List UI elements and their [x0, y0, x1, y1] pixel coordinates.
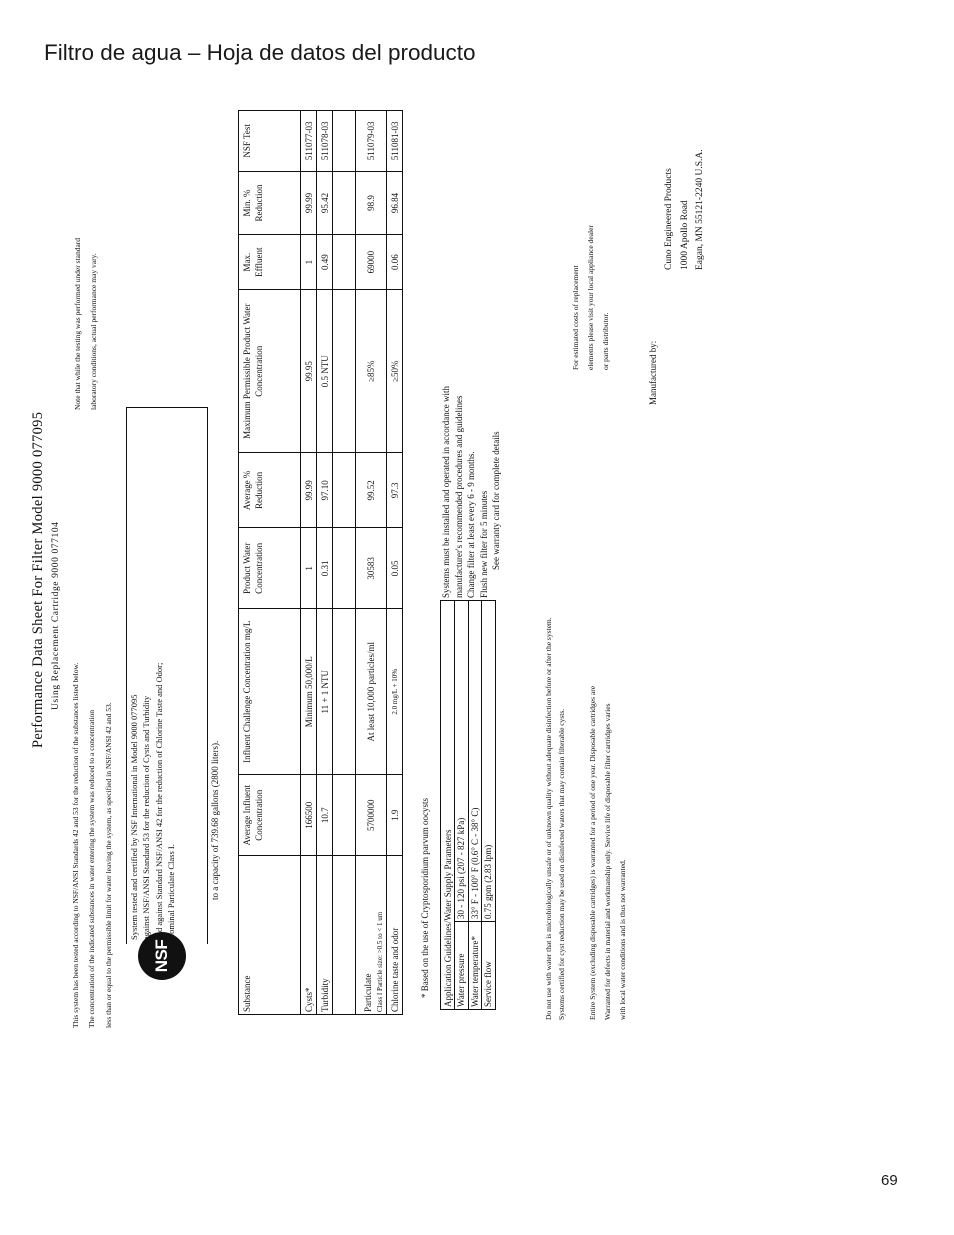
- warranty-line: with local water conditions and is thus not warranted.: [618, 859, 627, 1020]
- table-cell: 1: [301, 528, 317, 609]
- table-row: [387, 111, 403, 1015]
- table-cell: 99.99: [301, 453, 317, 528]
- table-cell: 95.42: [317, 171, 333, 235]
- footnote: * Based on the use of Cryptosporidium parvum oocysts: [420, 798, 430, 998]
- table-cell: 99.95: [301, 290, 317, 453]
- table-row: [356, 111, 387, 1015]
- intro-line: This system has been tested according to NSF/ANSI Standards 42 and 53 for the reduction of the substances listed below.: [71, 662, 80, 1028]
- header-influent-challenge: Influent Challenge Concentration mg/L: [239, 609, 301, 775]
- performance-table: [238, 110, 403, 1015]
- header-nsf-test: NSF Test: [239, 111, 301, 172]
- warranty-line: Warranted for defects in material and workmanship only. Service life of disposable filter cartridges varies: [603, 703, 612, 1020]
- manufacturer-label: Manufactured by:: [648, 340, 658, 405]
- manufacturer-line: 1000 Apollo Road: [679, 200, 690, 270]
- table-cell: 0.5 NTU: [317, 290, 333, 453]
- certification-line: System tested and certified by NSF International in Model 9000 077095: [129, 694, 139, 940]
- table-cell: Chlorine taste and odor: [387, 856, 403, 1015]
- cost-line: elements please visit your local appliance dealer: [586, 225, 595, 370]
- application-header: Application Guidelines/Water Supply Parameters: [441, 601, 455, 1010]
- table-cell: 0.49: [317, 235, 333, 290]
- header-max-effluent: Max. Effluent: [239, 235, 301, 290]
- capacity-text: to a capacity of 739.68 gallons (2800 liters).: [210, 740, 220, 900]
- sheet-subtitle: Using Replacement Cartridge 9000 077104: [51, 521, 61, 710]
- table-cell: 98.9: [356, 171, 387, 235]
- table-cell: 0.06: [387, 235, 403, 290]
- table-cell: At least 10,000 particles/ml: [356, 609, 387, 775]
- table-cell: 0.05: [387, 528, 403, 609]
- page-number: 69: [881, 1172, 898, 1189]
- header-substance: Substance: [239, 856, 301, 1015]
- table-cell: 30583: [356, 528, 387, 609]
- table-cell: 97.10: [317, 453, 333, 528]
- table-cell: 99.99: [301, 171, 317, 235]
- table-cell: 166500: [301, 775, 317, 856]
- certification-line: Nominal Particulate Class I.: [166, 844, 177, 940]
- nsf-logo-icon: NSF: [138, 932, 186, 980]
- table-cell: 96.84: [387, 171, 403, 235]
- manufacturer-address: [662, 149, 709, 270]
- page-title: Filtro de agua – Hoja de datos del producto: [44, 40, 476, 65]
- warning-line: Do not use with water that is microbiologically unsafe or of unknown quality without adequate disinfection before or after the system.: [544, 617, 553, 1020]
- certification-text: [128, 663, 178, 940]
- particulate-label: Particulate: [363, 973, 373, 1012]
- header-product-water: Product Water Concentration: [239, 528, 301, 609]
- intro-line: The concentration of the indicated substances in water entering the system was reduced to a concentration: [87, 709, 96, 1028]
- header-max-permissible: Maximum Permissible Product Water Concentration: [239, 290, 301, 453]
- header-min-reduction: Min. % Reduction: [239, 171, 301, 235]
- table-cell: 1: [301, 235, 317, 290]
- table-cell: 511078-03: [317, 111, 333, 172]
- requirement-line: Change filter at least every 6 - 9 months.: [466, 451, 476, 598]
- note-line: Note that while the testing was performed under standard: [73, 237, 82, 410]
- rotated-data-sheet: [30, 110, 710, 1040]
- table-cell: 511079-03: [356, 111, 387, 172]
- table-cell: ≥50%: [387, 290, 403, 453]
- particulate-label-cell: [356, 856, 387, 1015]
- header-average-influent: Average Influent Concentration: [239, 775, 301, 856]
- requirement-line: Flush new filter for 5 minutes: [478, 490, 489, 598]
- certification-line: and against Standard NSF/ANSI 42 for the reduction of Chlorine Taste and Odor;: [153, 662, 164, 940]
- particulate-sublabel: Class I Particle size: >0.5 to < 1 um: [376, 911, 384, 1012]
- table-cell: 30 - 120 psi (207 - 827 kPa): [455, 601, 469, 922]
- table-cell: 1.9: [387, 775, 403, 856]
- requirement-line: Systems must be installed and operated in accordance with: [441, 386, 451, 598]
- table-cell: Cysts*: [301, 856, 317, 1015]
- table-cell: 10.7: [317, 775, 333, 856]
- intro-line: less than or equal to the permissible limit for water leaving the system, as specified in NSF/ANSI 42 and 53.: [104, 702, 113, 1028]
- table-header-row: [239, 111, 301, 1015]
- requirement-line: manufacturer's recommended procedures and guidelines: [453, 395, 464, 598]
- table-cell: Turbidity: [317, 856, 333, 1015]
- table-cell: ≥85%: [356, 290, 387, 453]
- warning-text: [542, 617, 568, 1020]
- manufacturer-line: Cuno Engineered Products: [664, 168, 674, 270]
- certification-line: against NSF/ANSI Standard 53 for the reduction of Cysts and Turbidity: [141, 695, 152, 940]
- header-average-reduction: Average % Reduction: [239, 453, 301, 528]
- table-cell: 33° F - 100° F (0.6° C - 38° C): [468, 601, 482, 922]
- table-cell: 2.0 mg/L + 10%: [387, 609, 403, 775]
- table-row: [455, 601, 469, 1010]
- table-cell: 97.3: [387, 453, 403, 528]
- table-cell: 99.52: [356, 453, 387, 528]
- installation-requirements: [440, 386, 503, 598]
- table-cell: 511077-03: [301, 111, 317, 172]
- table-row: [317, 111, 333, 1015]
- table-cell: Minimum 50,000/L: [301, 609, 317, 775]
- manufacturer-line: Eagan, MN 55121-2240 U.S.A.: [695, 149, 705, 270]
- cost-line: or parts distributor.: [601, 312, 610, 370]
- table-row: [301, 111, 317, 1015]
- table-cell: 0.75 gpm (2.83 lpm): [482, 601, 496, 922]
- table-cell: Water pressure: [455, 922, 469, 1010]
- requirement-line: See warranty card for complete details: [491, 431, 501, 570]
- table-row: [468, 601, 482, 1010]
- warning-line: Systems certified for cyst reduction may be used on disinfected waters that may contain filterable cysts.: [557, 708, 566, 1020]
- table-cell: 5700000: [356, 775, 387, 856]
- table-cell: 69000: [356, 235, 387, 290]
- warranty-line: Entire System (excluding disposable cartridges) is warranted for a period of one year. Disposable cartridges are: [588, 685, 597, 1020]
- note-line: laboratory conditions, actual performance may vary.: [89, 253, 98, 410]
- table-cell: 511081-03: [387, 111, 403, 172]
- table-spacer-row: [333, 111, 356, 1015]
- warranty-text: [585, 686, 630, 1020]
- table-cell: Service flow: [482, 922, 496, 1010]
- cost-line: For estimated costs of replacement: [571, 265, 580, 370]
- replacement-cost-text: [568, 225, 613, 370]
- table-cell: 0.31: [317, 528, 333, 609]
- table-row: [482, 601, 496, 1010]
- table-cell: Water temperature*: [468, 922, 482, 1010]
- table-cell: 11 + 1 NTU: [317, 609, 333, 775]
- sheet-title: Performance Data Sheet For Filter Model 9000 077095: [30, 411, 46, 748]
- application-guidelines-table: [440, 600, 496, 1010]
